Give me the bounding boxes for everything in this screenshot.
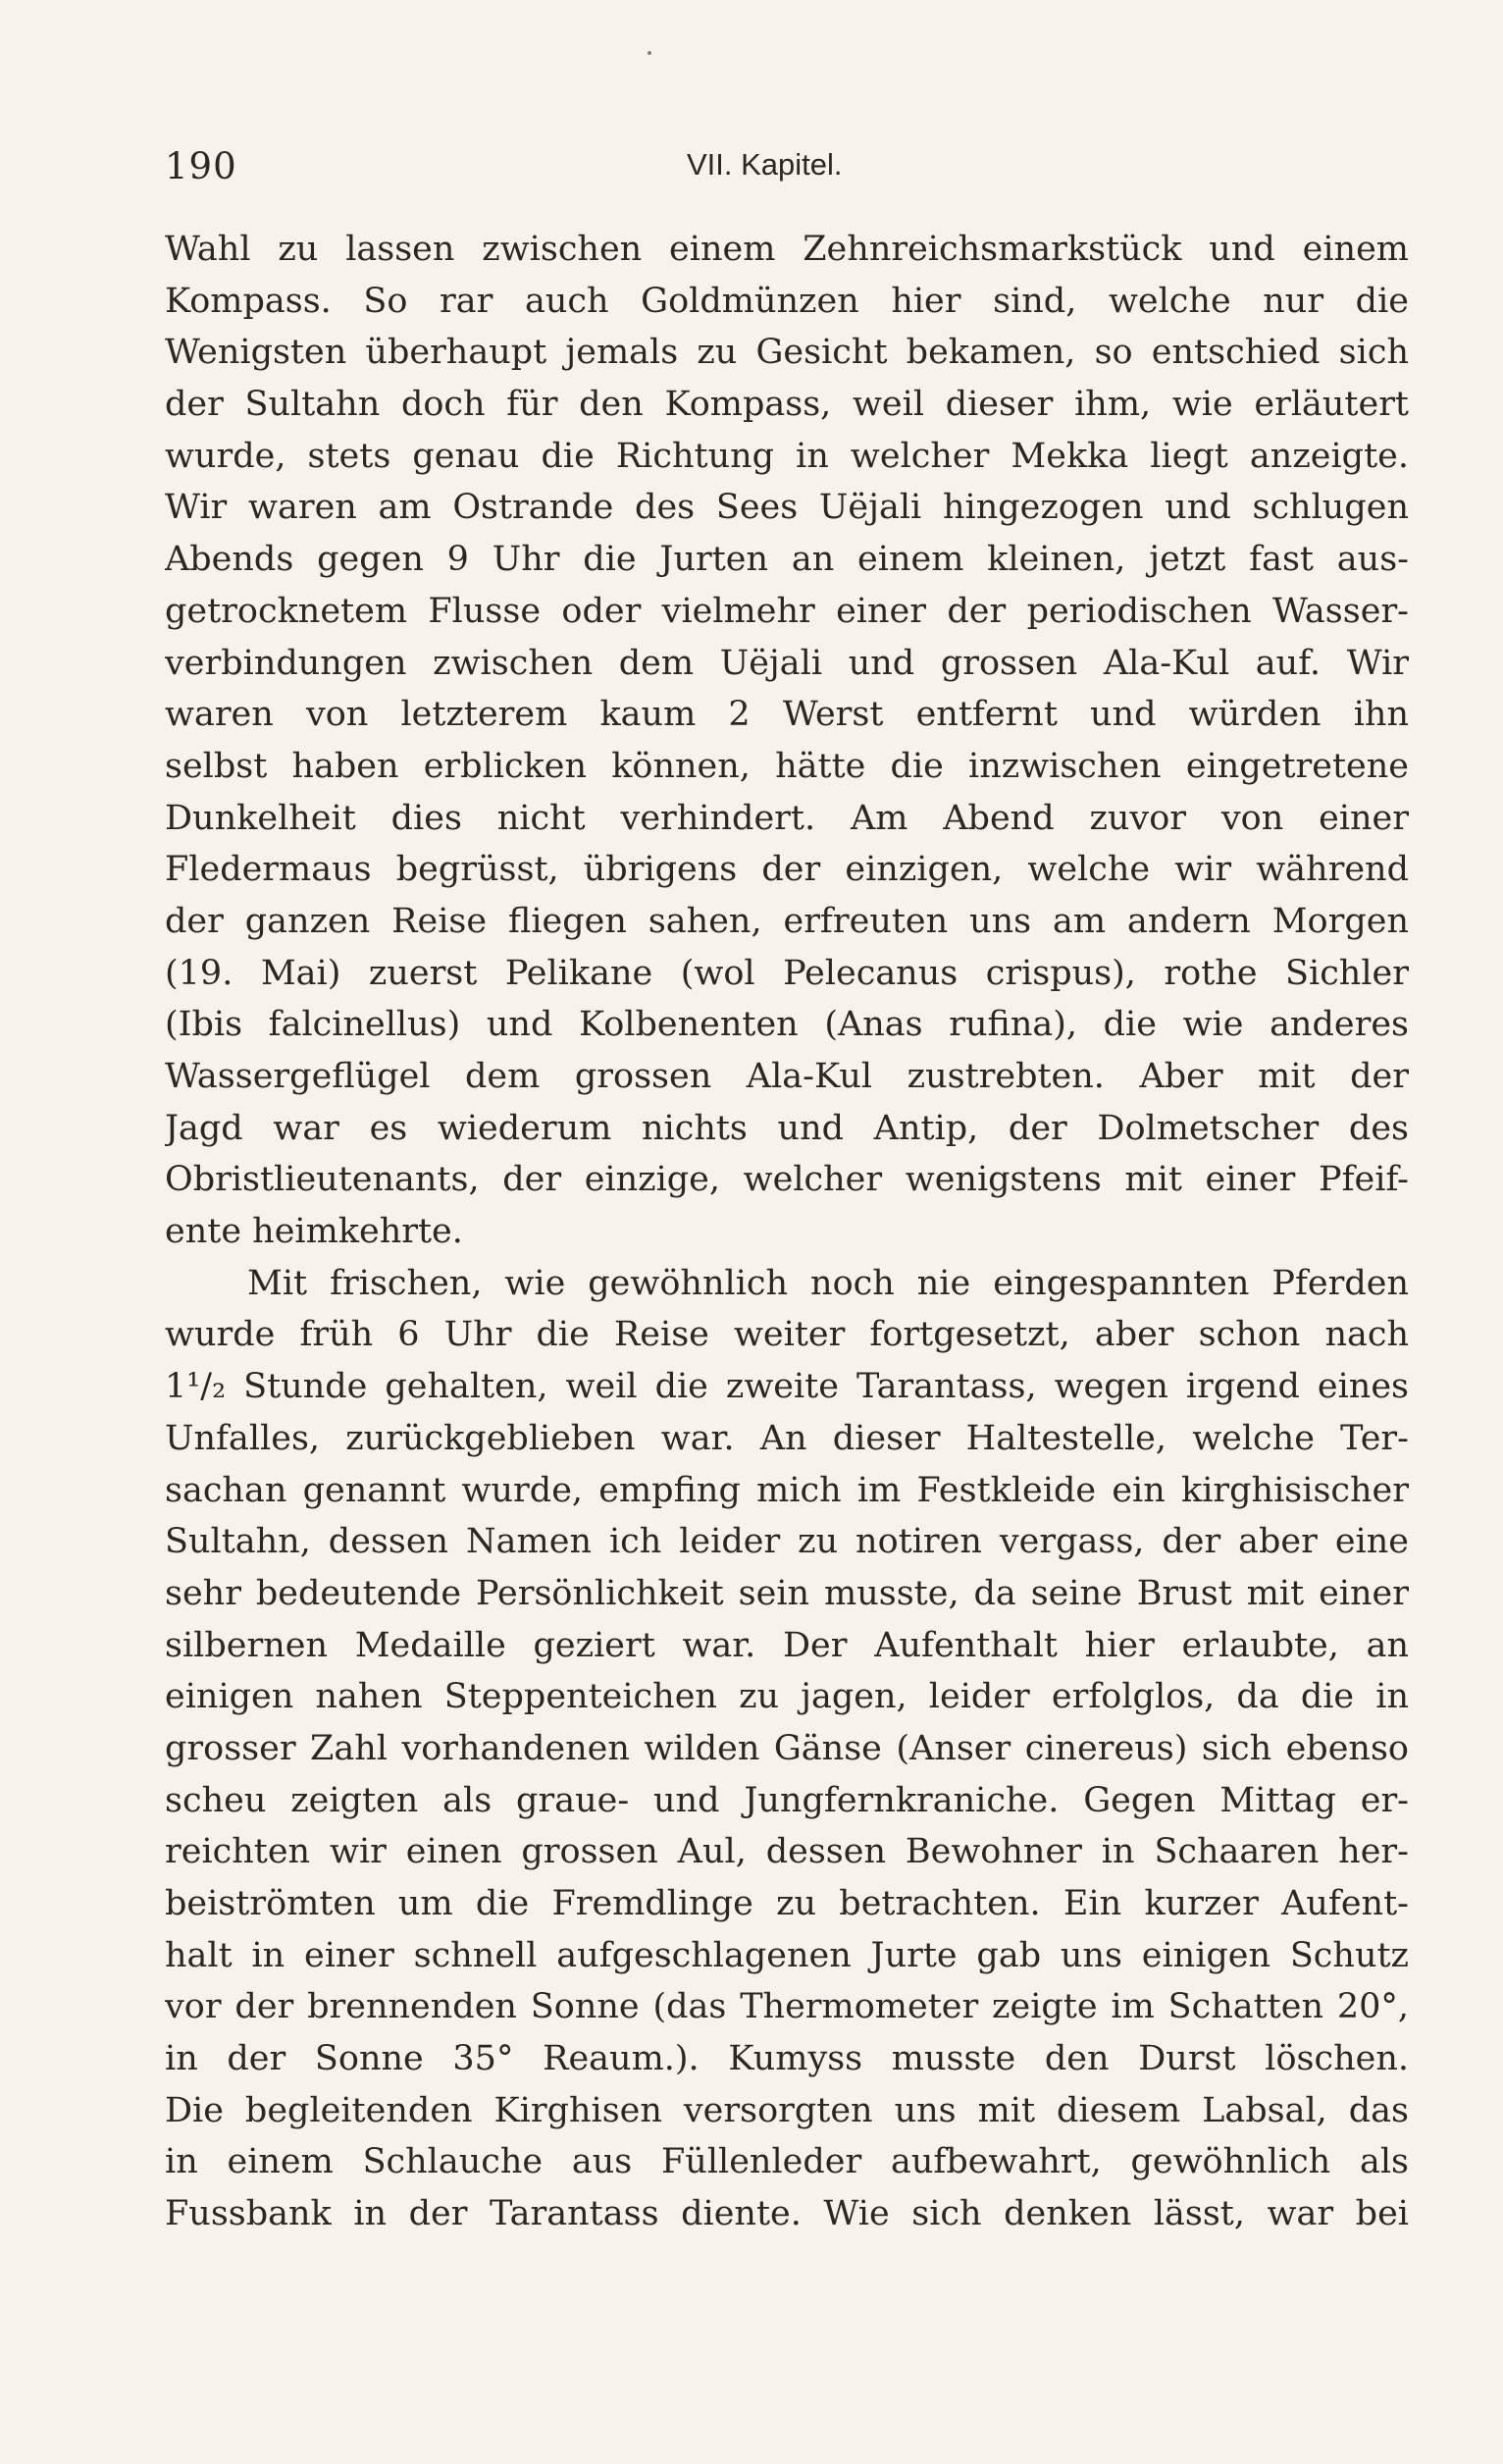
text-line: sachan genannt wurde, empfing mich im Festkleide ein kirghisischer: [165, 1470, 1409, 1510]
page-header: [165, 145, 1409, 192]
paper-speck: [648, 51, 651, 55]
text-line: wurde früh 6 Uhr die Reise weiter fortgesetzt, aber schon nach: [165, 1315, 1409, 1355]
text-line: Fledermaus begrüsst, übrigens der einzigen, welche wir während: [165, 850, 1409, 890]
text-line: reichten wir einen grossen Aul, dessen Bewohner in Schaaren her-: [165, 1832, 1409, 1872]
text-line: grosser Zahl vorhandenen wilden Gänse (Anser cinereus) sich ebenso: [165, 1728, 1409, 1768]
text-line: Wenigsten überhaupt jemals zu Gesicht bekamen, so entschied sich: [165, 333, 1409, 373]
text-line: Dunkelheit dies nicht verhindert. Am Abend zuvor von einer: [165, 798, 1409, 838]
text-line: Wassergeflügel dem grossen Ala-Kul zustrebten. Aber mit der: [165, 1057, 1409, 1096]
text-line: selbst haben erblicken können, hätte die inzwischen eingetretene: [165, 746, 1409, 786]
text-line: wurde, stets genau die Richtung in welcher Mekka liegt anzeigte.: [165, 436, 1409, 476]
text-line: sehr bedeutende Persönlichkeit sein musste, da seine Brust mit einer: [165, 1573, 1409, 1613]
text-line: Jagd war es wiederum nichts und Antip, der Dolmetscher des: [165, 1108, 1409, 1148]
text-line: 1¹/₂ Stunde gehalten, weil die zweite Tarantass, wegen irgend eines: [165, 1367, 1409, 1407]
text-line: getrocknetem Flusse oder vielmehr einer der periodischen Wasser-: [165, 591, 1409, 631]
text-line: Fussbank in der Tarantass diente. Wie sich denken lässt, war bei: [165, 2194, 1409, 2234]
text-line: halt in einer schnell aufgeschlagenen Jurte gab uns einigen Schutz: [165, 1935, 1409, 1975]
text-line: scheu zeigten als graue- und Jungfernkraniche. Gegen Mittag er-: [165, 1780, 1409, 1820]
text-line: Wir waren am Ostrande des Sees Uëjali hingezogen und schlugen: [165, 488, 1409, 528]
text-line: (Ibis falcinellus) und Kolbenenten (Anas rufina), die wie anderes: [165, 1005, 1409, 1045]
text-line: waren von letzterem kaum 2 Werst entfernt und würden ihn: [165, 695, 1409, 735]
text-line-paragraph-start: Mit frischen, wie gewöhnlich noch nie eingespannten Pferden: [247, 1263, 1409, 1303]
text-line-paragraph-end: ente heimkehrte.: [165, 1212, 463, 1252]
text-line: Wahl zu lassen zwischen einem Zehnreichsmarkstück und einem: [165, 230, 1409, 269]
page-number: 190: [165, 145, 237, 187]
text-line: der ganzen Reise fliegen sahen, erfreuten uns am andern Morgen: [165, 901, 1409, 941]
text-line: einigen nahen Steppenteichen zu jagen, leider erfolglos, da die in: [165, 1677, 1409, 1717]
text-line: silbernen Medaille geziert war. Der Aufenthalt hier erlaubte, an: [165, 1625, 1409, 1665]
text-line: vor der brennenden Sonne (das Thermometer zeigte im Schatten 20°,: [165, 1987, 1409, 2027]
text-line: (19. Mai) zuerst Pelikane (wol Pelecanus crispus), rothe Sichler: [165, 953, 1409, 993]
text-line: Abends gegen 9 Uhr die Jurten an einem kleinen, jetzt fast aus-: [165, 540, 1409, 580]
running-head: VII. Kapitel.: [687, 147, 843, 182]
text-line: Unfalles, zurückgeblieben war. An dieser Haltestelle, welche Ter-: [165, 1418, 1409, 1458]
body-text: [165, 224, 1409, 2240]
text-line: beiströmten um die Fremdlinge zu betrachten. Ein kurzer Aufent-: [165, 1884, 1409, 1923]
text-line: verbindungen zwischen dem Uëjali und grossen Ala-Kul auf. Wir: [165, 643, 1409, 683]
text-line: der Sultahn doch für den Kompass, weil dieser ihm, wie erläutert: [165, 385, 1409, 425]
text-line: Kompass. So rar auch Goldmünzen hier sind, welche nur die: [165, 281, 1409, 321]
text-line: in einem Schlauche aus Füllenleder aufbewahrt, gewöhnlich als: [165, 2142, 1409, 2182]
text-line: Sultahn, dessen Namen ich leider zu notiren vergass, der aber eine: [165, 1522, 1409, 1562]
text-line: Obristlieutenants, der einzige, welcher wenigstens mit einer Pfeif-: [165, 1160, 1409, 1200]
text-line: in der Sonne 35° Reaum.). Kumyss musste den Durst löschen.: [165, 2039, 1409, 2079]
text-line: Die begleitenden Kirghisen versorgten uns mit diesem Labsal, das: [165, 2090, 1409, 2130]
